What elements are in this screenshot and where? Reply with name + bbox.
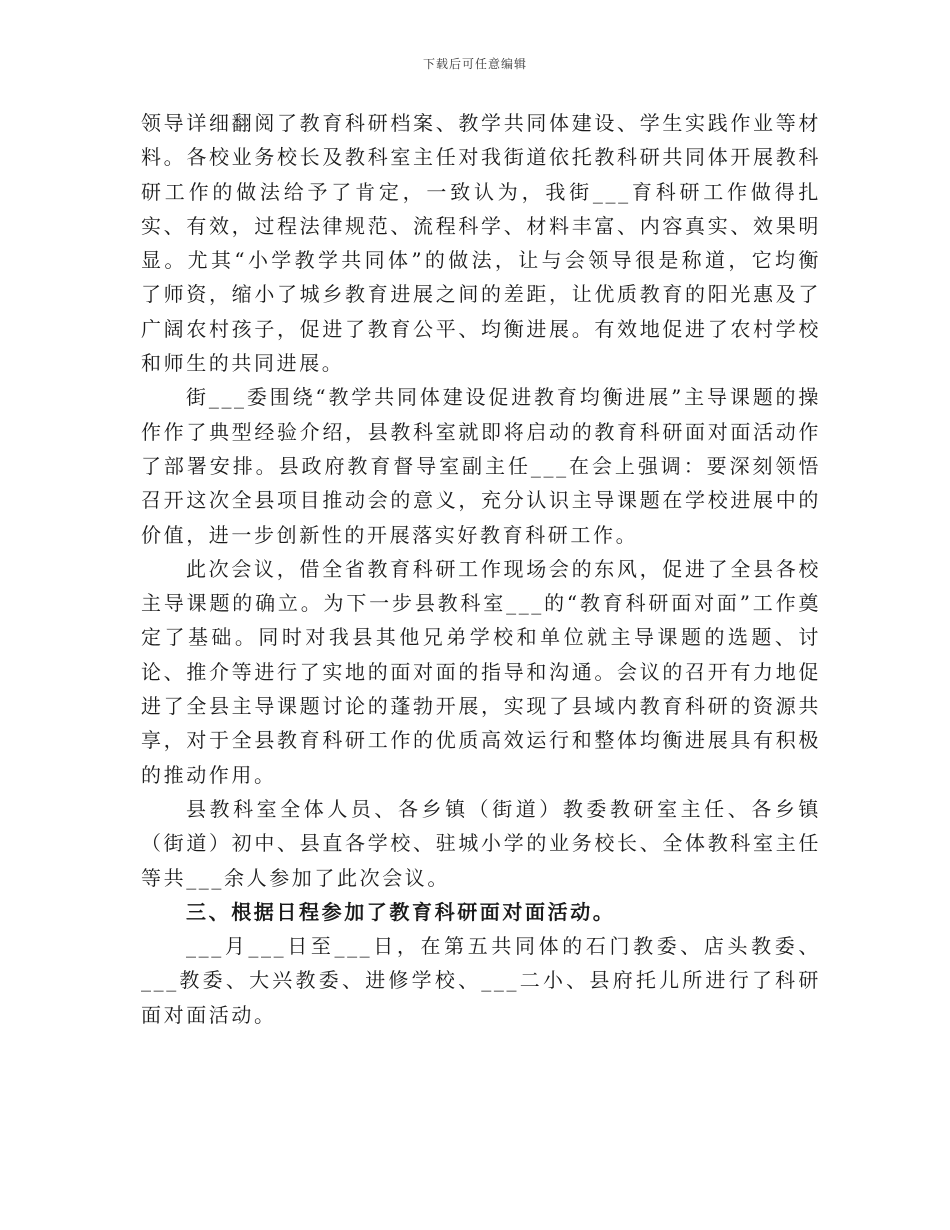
paragraph-review-materials: 领导详细翻阅了教育科研档案、教学共同体建设、学生实践作业等材料。各校业务校长及教科室主任对我街道依托教科研共同体开展教科研工作的做法给予了肯定，一致认为，我街___育科研工作做得扎实、有效，过程法律规范、流程科学、材料丰富、内容真实、效果明显。尤其“小学教学共同体”的做法，让与会领导很是称道，它均衡了师资，缩小了城乡教育进展之间的差距，让优质教育的阳光惠及了广阔农村孩子，促进了教育公平、均衡进展。有效地促进了农村学校和师生的共同进展。	[141, 111, 821, 376]
download-note: 下载后可任意编辑	[422, 57, 527, 71]
paragraph-attendees: 县教科室全体人员、各乡镇（街道）教委教研室主任、各乡镇（街道）初中、县直各学校、驻城小学的业务校长、全体教科室主任等共___余人参加了此次会议。	[141, 796, 821, 890]
paragraph-meeting-significance: 此次会议，借全省教育科研工作现场会的东风，促进了全县各校主导课题的确立。为下一步县教科室___的“教育科研面对面”工作奠定了基础。同时对我县其他兄弟学校和单位就主导课题的选题、讨论、推介等进行了实地的面对面的指导和沟通。会议的召开有力地促进了全县主导课题讨论的蓬勃开展，实现了县域内教育科研的资源共享，对于全县教育科研工作的优质高效运行和整体均衡进展具有积极的推动作用。	[141, 556, 821, 787]
paragraph-experience-introduction: 街___委围绕“教学共同体建设促进教育均衡进展”主导课题的操作作了典型经验介绍，县教科室就即将启动的教育科研面对面活动作了部署安排。县政府教育督导室副主任___在会上强调：要深刻领悟召开这次全县项目推动会的意义，充分认识主导课题在学校进展中的价值，进一步创新性的开展落实好教育科研工作。	[141, 385, 821, 547]
paragraph-activity-schedule: ___月___日至___日，在第五共同体的石门教委、店头教委、___教委、大兴教委、进修学校、___二小、县府托儿所进行了科研面对面活动。	[141, 934, 821, 1027]
document-body	[141, 106, 821, 1032]
section-heading: 三、根据日程参加了教育科研面对面活动。	[186, 899, 616, 924]
